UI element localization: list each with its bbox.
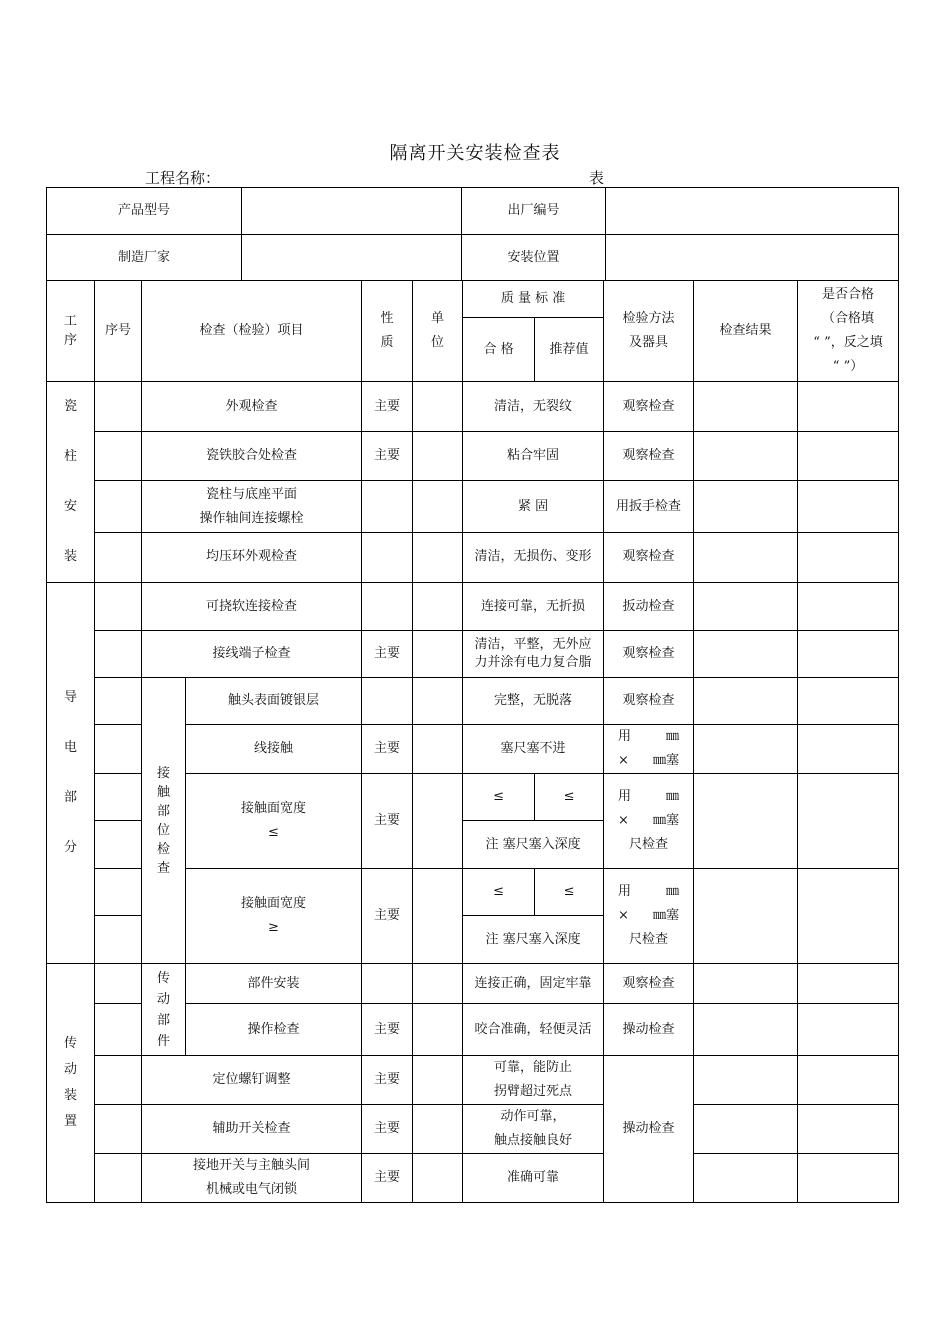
col-result: 检查结果	[694, 281, 798, 382]
seq-cell[interactable]	[95, 916, 142, 964]
item-silver-plating: 触头表面镀银层	[186, 678, 362, 725]
method-cell: 用 ㎜ × ㎜塞	[604, 725, 694, 774]
method-cell: 用 ㎜ × ㎜塞 尺检查	[604, 869, 694, 964]
unit-cell[interactable]	[413, 382, 463, 432]
item-grading-ring: 均压环外观检查	[142, 532, 362, 582]
standard-cell: 连接正确，固定牢靠	[463, 964, 604, 1004]
section-transmission: 传 动 装 置	[47, 964, 95, 1203]
unit-cell[interactable]	[413, 1056, 463, 1105]
result-cell[interactable]	[694, 869, 798, 964]
seq-cell[interactable]	[95, 678, 142, 725]
result-cell[interactable]	[694, 1105, 798, 1154]
unit-cell[interactable]	[413, 481, 463, 532]
unit-cell[interactable]	[413, 583, 463, 631]
install-location-label: 安装位置	[462, 235, 606, 281]
result-cell[interactable]	[694, 532, 798, 582]
item-contact-width-ge: 接触面宽度 ≥	[186, 869, 362, 964]
seq-cell[interactable]	[95, 1105, 142, 1154]
section-conductive: 导 电 部 分	[47, 583, 95, 964]
recommended-value: ≤	[535, 774, 604, 821]
unit-cell[interactable]	[413, 774, 463, 869]
seq-cell[interactable]	[95, 1004, 142, 1056]
pass-cell[interactable]	[798, 678, 899, 725]
nature-cell: 主要	[362, 432, 413, 481]
seq-cell[interactable]	[95, 1056, 142, 1105]
col-quality-standard: 质 量 标 准	[463, 281, 604, 318]
nature-cell: 主要	[362, 1004, 413, 1056]
pass-cell[interactable]	[798, 1105, 899, 1154]
nature-cell: 主要	[362, 1105, 413, 1154]
manufacturer-label: 制造厂家	[47, 235, 242, 281]
result-cell[interactable]	[694, 631, 798, 678]
seq-cell[interactable]	[95, 432, 142, 481]
method-cell: 用 ㎜ × ㎜塞 尺检查	[604, 774, 694, 869]
col-unit: 单 位	[413, 281, 463, 382]
result-cell[interactable]	[694, 583, 798, 631]
pass-cell[interactable]	[798, 432, 899, 481]
factory-number-label: 出厂编号	[462, 188, 606, 235]
method-cell: 扳动检查	[604, 583, 694, 631]
product-model-label: 产品型号	[47, 188, 242, 235]
result-cell[interactable]	[694, 1056, 798, 1105]
pass-cell[interactable]	[798, 1154, 899, 1203]
item-terminal: 接线端子检查	[142, 631, 362, 678]
standard-cell: 连接可靠，无折损	[463, 583, 604, 631]
col-process: 工 序	[47, 281, 95, 382]
col-nature: 性 质	[362, 281, 413, 382]
seq-cell[interactable]	[95, 481, 142, 532]
nature-cell[interactable]	[362, 678, 413, 725]
pass-cell[interactable]	[798, 725, 899, 774]
pass-cell[interactable]	[798, 869, 899, 964]
col-item: 检查（检验）项目	[142, 281, 362, 382]
item-base-bolts: 瓷柱与底座平面 操作轴间连接螺栓	[142, 481, 362, 532]
unit-cell[interactable]	[413, 725, 463, 774]
unit-cell[interactable]	[413, 678, 463, 725]
inspection-table	[46, 280, 899, 1203]
section-porcelain: 瓷 柱 安 装	[47, 382, 95, 583]
qualified-value: ≤	[463, 869, 535, 916]
page-title: 隔离开关安装检查表	[389, 143, 561, 164]
pass-cell[interactable]	[798, 774, 899, 869]
nature-cell: 主要	[362, 869, 413, 964]
seq-cell[interactable]	[95, 382, 142, 432]
item-contact-width-le: 接触面宽度 ≤	[186, 774, 362, 869]
standard-cell: 咬合准确，轻便灵活	[463, 1004, 604, 1056]
section-drive-parts: 传 动 部 件	[142, 964, 186, 1056]
item-line-contact: 线接触	[186, 725, 362, 774]
standard-cell: 清洁，平整，无外应 力并涂有电力复合脂	[463, 631, 604, 678]
method-cell: 观察检查	[604, 964, 694, 1004]
nature-cell[interactable]	[362, 583, 413, 631]
result-cell[interactable]	[694, 678, 798, 725]
item-earthing-interlock: 接地开关与主触头间 机械或电气闭锁	[142, 1154, 362, 1203]
item-operation-check: 操作检查	[186, 1004, 362, 1056]
standard-cell: 可靠，能防止 拐臂超过死点	[463, 1056, 604, 1105]
item-aux-switch: 辅助开关检查	[142, 1105, 362, 1154]
unit-cell[interactable]	[413, 1105, 463, 1154]
result-cell[interactable]	[694, 774, 798, 869]
method-cell: 观察检查	[604, 678, 694, 725]
method-cell: 观察检查	[604, 532, 694, 582]
method-cell: 观察检查	[604, 382, 694, 432]
nature-cell[interactable]	[362, 964, 413, 1004]
nature-cell: 主要	[362, 382, 413, 432]
nature-cell: 主要	[362, 631, 413, 678]
product-model-value[interactable]	[242, 188, 462, 235]
pass-cell[interactable]	[798, 1004, 899, 1056]
method-cell: 观察检查	[604, 631, 694, 678]
factory-number-value[interactable]	[606, 188, 899, 235]
result-cell[interactable]	[694, 964, 798, 1004]
note-cell: 注 塞尺塞入深度	[463, 821, 604, 869]
section-contact: 接 触 部 位 检 查	[142, 678, 186, 964]
pass-cell[interactable]	[798, 382, 899, 432]
unit-cell[interactable]	[413, 532, 463, 582]
result-cell[interactable]	[694, 382, 798, 432]
standard-cell: 清洁，无裂纹	[463, 382, 604, 432]
standard-cell: 塞尺塞不进	[463, 725, 604, 774]
seq-cell[interactable]	[95, 869, 142, 916]
item-flex-connection: 可挠软连接检查	[142, 583, 362, 631]
standard-cell: 清洁，无损伤、变形	[463, 532, 604, 582]
note-cell: 注 塞尺塞入深度	[463, 916, 604, 964]
pass-cell[interactable]	[798, 583, 899, 631]
recommended-value: ≤	[535, 869, 604, 916]
standard-cell: 完整，无脱落	[463, 678, 604, 725]
seq-cell[interactable]	[95, 532, 142, 582]
unit-cell[interactable]	[413, 631, 463, 678]
unit-cell[interactable]	[413, 869, 463, 964]
nature-cell: 主要	[362, 1056, 413, 1105]
nature-cell: 主要	[362, 725, 413, 774]
standard-cell: 粘合牢固	[463, 432, 604, 481]
result-cell[interactable]	[694, 725, 798, 774]
item-bonding: 瓷铁胶合处检查	[142, 432, 362, 481]
col-method: 检验方法 及器具	[604, 281, 694, 382]
item-positioning-screw: 定位螺钉调整	[142, 1056, 362, 1105]
seq-cell[interactable]	[95, 964, 142, 1004]
seq-cell[interactable]	[95, 631, 142, 678]
method-cell: 用扳手检查	[604, 481, 694, 532]
unit-cell[interactable]	[413, 1154, 463, 1203]
table-number-label: 表	[589, 169, 605, 187]
seq-cell[interactable]	[95, 725, 142, 774]
method-cell: 操动检查	[604, 1004, 694, 1056]
pass-cell[interactable]	[798, 532, 899, 582]
col-recommended: 推荐值	[535, 318, 604, 382]
item-component-install: 部件安装	[186, 964, 362, 1004]
col-qualified: 合 格	[463, 318, 535, 382]
seq-cell[interactable]	[95, 583, 142, 631]
result-cell[interactable]	[694, 1154, 798, 1203]
project-name-label: 工程名称：	[145, 169, 221, 187]
manufacturer-value[interactable]	[242, 235, 462, 281]
nature-cell: 主要	[362, 774, 413, 869]
unit-cell[interactable]	[413, 964, 463, 1004]
seq-cell[interactable]	[95, 774, 142, 821]
pass-cell[interactable]	[798, 1056, 899, 1105]
standard-cell: 准确可靠	[463, 1154, 604, 1203]
method-cell: 操动检查	[604, 1056, 694, 1203]
nature-cell[interactable]	[362, 532, 413, 582]
install-location-value[interactable]	[606, 235, 899, 281]
seq-cell[interactable]	[95, 1154, 142, 1203]
col-pass: 是否合格 （合格填 “ ”，反之填 “ ”）	[798, 281, 899, 382]
seq-cell[interactable]	[95, 821, 142, 869]
header-info-table	[46, 187, 899, 281]
result-cell[interactable]	[694, 432, 798, 481]
pass-cell[interactable]	[798, 481, 899, 532]
item-appearance: 外观检查	[142, 382, 362, 432]
col-seq: 序号	[95, 281, 142, 382]
result-cell[interactable]	[694, 1004, 798, 1056]
result-cell[interactable]	[694, 481, 798, 532]
standard-cell: 紧 固	[463, 481, 604, 532]
qualified-value: ≤	[463, 774, 535, 821]
nature-cell[interactable]	[362, 481, 413, 532]
pass-cell[interactable]	[798, 631, 899, 678]
unit-cell[interactable]	[413, 1004, 463, 1056]
standard-cell: 动作可靠， 触点接触良好	[463, 1105, 604, 1154]
method-cell: 观察检查	[604, 432, 694, 481]
nature-cell: 主要	[362, 1154, 413, 1203]
unit-cell[interactable]	[413, 432, 463, 481]
pass-cell[interactable]	[798, 964, 899, 1004]
